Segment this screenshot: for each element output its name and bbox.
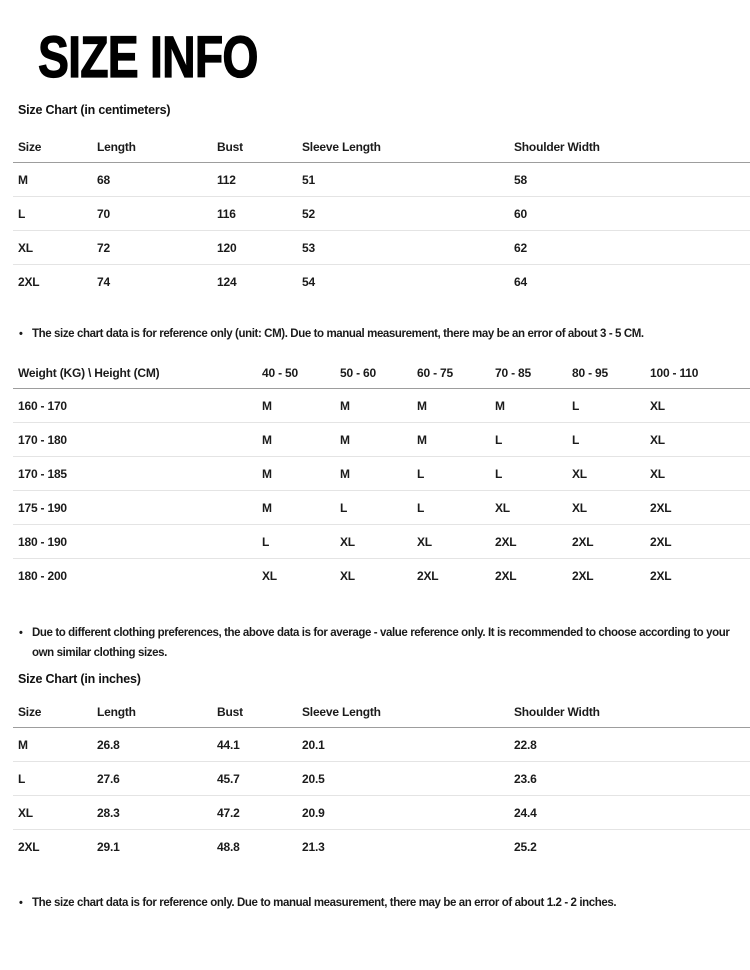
- data-cell: 20.5: [302, 772, 325, 786]
- bullet-icon: •: [19, 627, 23, 639]
- data-cell: 2XL: [18, 275, 40, 289]
- data-cell: 53: [302, 241, 315, 255]
- data-cell: 64: [514, 275, 527, 289]
- data-cell: L: [18, 772, 26, 786]
- data-cell: M: [262, 501, 272, 515]
- data-cell: 2XL: [650, 569, 672, 583]
- header-cell: Shoulder Width: [514, 140, 600, 154]
- table-row: [0, 491, 750, 525]
- table-row: [0, 457, 750, 491]
- data-cell: 23.6: [514, 772, 537, 786]
- header-cell: 60 - 75: [417, 366, 453, 380]
- data-cell: 170 - 180: [18, 433, 67, 447]
- size-table-inches: [0, 696, 750, 864]
- data-cell: 68: [97, 173, 110, 187]
- data-cell: XL: [650, 433, 665, 447]
- data-cell: XL: [572, 501, 587, 515]
- data-cell: L: [18, 207, 26, 221]
- data-cell: XL: [340, 535, 355, 549]
- data-cell: M: [417, 399, 427, 413]
- data-cell: M: [18, 738, 28, 752]
- data-cell: 112: [217, 173, 236, 187]
- table-row: [0, 728, 750, 762]
- data-cell: 2XL: [572, 535, 594, 549]
- header-cell: Size: [18, 705, 42, 719]
- table-row: [0, 762, 750, 796]
- table-row: [0, 197, 750, 231]
- data-cell: 51: [302, 173, 315, 187]
- size-info-page: [0, 25, 750, 970]
- section-label-inches: Size Chart (in inches): [18, 672, 141, 686]
- data-cell: L: [495, 433, 503, 447]
- data-cell: 21.3: [302, 840, 325, 854]
- table-header-row: [0, 357, 750, 389]
- data-cell: L: [417, 467, 425, 481]
- data-cell: 29.1: [97, 840, 120, 854]
- header-cell: 80 - 95: [572, 366, 608, 380]
- data-cell: L: [495, 467, 503, 481]
- table-header-row: [0, 131, 750, 163]
- data-cell: 2XL: [650, 501, 672, 515]
- data-cell: 54: [302, 275, 315, 289]
- header-cell: 100 - 110: [650, 366, 699, 380]
- data-cell: XL: [340, 569, 355, 583]
- header-cell: Sleeve Length: [302, 705, 381, 719]
- data-cell: 160 - 170: [18, 399, 67, 413]
- data-cell: 58: [514, 173, 527, 187]
- table-row: [0, 830, 750, 864]
- table-row: [0, 423, 750, 457]
- data-cell: 45.7: [217, 772, 240, 786]
- data-cell: L: [340, 501, 348, 515]
- data-cell: 2XL: [650, 535, 672, 549]
- table-row: [0, 163, 750, 197]
- table-row: [0, 265, 750, 299]
- data-cell: M: [262, 399, 272, 413]
- data-cell: 170 - 185: [18, 467, 67, 481]
- header-cell: Bust: [217, 705, 243, 719]
- table-row: [0, 231, 750, 265]
- data-cell: XL: [650, 399, 665, 413]
- data-cell: 70: [97, 207, 110, 221]
- table-row: [0, 525, 750, 559]
- note-text: The size chart data is for reference only. Due to manual measurement, there may be an error of about 1.2 - 2 inches.: [32, 897, 617, 909]
- data-cell: 2XL: [417, 569, 439, 583]
- data-cell: 24.4: [514, 806, 537, 820]
- data-cell: 62: [514, 241, 527, 255]
- data-cell: XL: [572, 467, 587, 481]
- data-cell: 52: [302, 207, 315, 221]
- data-cell: L: [572, 433, 580, 447]
- data-cell: 2XL: [495, 569, 517, 583]
- note-fit: [19, 623, 731, 663]
- data-cell: 27.6: [97, 772, 120, 786]
- header-cell: 70 - 85: [495, 366, 531, 380]
- data-cell: 116: [217, 207, 236, 221]
- data-cell: 25.2: [514, 840, 537, 854]
- data-cell: 2XL: [572, 569, 594, 583]
- data-cell: 60: [514, 207, 527, 221]
- header-cell: Weight (KG) \ Height (CM): [18, 366, 160, 380]
- data-cell: M: [340, 433, 350, 447]
- data-cell: 124: [217, 275, 237, 289]
- data-cell: 2XL: [495, 535, 517, 549]
- data-cell: 120: [217, 241, 237, 255]
- data-cell: 2XL: [18, 840, 40, 854]
- data-cell: 20.1: [302, 738, 325, 752]
- data-cell: L: [572, 399, 580, 413]
- header-cell: Bust: [217, 140, 243, 154]
- header-cell: Sleeve Length: [302, 140, 381, 154]
- bullet-icon: •: [19, 328, 23, 340]
- data-cell: 26.8: [97, 738, 120, 752]
- header-cell: Size: [18, 140, 42, 154]
- page-title: SIZE INFO: [38, 25, 258, 90]
- data-cell: 47.2: [217, 806, 240, 820]
- table-row: [0, 389, 750, 423]
- header-cell: Shoulder Width: [514, 705, 600, 719]
- data-cell: XL: [650, 467, 665, 481]
- note-centimeters: [19, 324, 731, 344]
- section-label-centimeters: Size Chart (in centimeters): [18, 103, 171, 117]
- table-row: [0, 559, 750, 593]
- data-cell: L: [417, 501, 425, 515]
- data-cell: M: [417, 433, 427, 447]
- data-cell: XL: [262, 569, 277, 583]
- data-cell: 28.3: [97, 806, 120, 820]
- header-cell: Length: [97, 140, 136, 154]
- weight-height-fit-table: [0, 357, 750, 593]
- data-cell: 72: [97, 241, 110, 255]
- data-cell: XL: [18, 241, 33, 255]
- data-cell: XL: [18, 806, 33, 820]
- table-header-row: [0, 696, 750, 728]
- note-text: Due to different clothing preferences, the above data is for average - value reference only. It is recommended to choose according to your own similar clothing sizes.: [32, 627, 730, 659]
- data-cell: L: [262, 535, 270, 549]
- data-cell: M: [495, 399, 505, 413]
- data-cell: XL: [495, 501, 510, 515]
- data-cell: 48.8: [217, 840, 240, 854]
- header-cell: 40 - 50: [262, 366, 298, 380]
- data-cell: 44.1: [217, 738, 240, 752]
- data-cell: 180 - 200: [18, 569, 67, 583]
- data-cell: XL: [417, 535, 432, 549]
- bullet-icon: •: [19, 897, 23, 909]
- table-row: [0, 796, 750, 830]
- data-cell: M: [262, 433, 272, 447]
- data-cell: 180 - 190: [18, 535, 67, 549]
- data-cell: 22.8: [514, 738, 537, 752]
- header-cell: 50 - 60: [340, 366, 376, 380]
- data-cell: 74: [97, 275, 110, 289]
- data-cell: M: [340, 399, 350, 413]
- header-cell: Length: [97, 705, 136, 719]
- data-cell: 175 - 190: [18, 501, 67, 515]
- size-table-centimeters: [0, 131, 750, 299]
- note-inches: [19, 893, 731, 913]
- data-cell: 20.9: [302, 806, 325, 820]
- data-cell: M: [262, 467, 272, 481]
- data-cell: M: [18, 173, 28, 187]
- note-text: The size chart data is for reference only (unit: CM). Due to manual measurement, there may be an error of about 3 - 5 CM.: [32, 328, 644, 340]
- data-cell: M: [340, 467, 350, 481]
